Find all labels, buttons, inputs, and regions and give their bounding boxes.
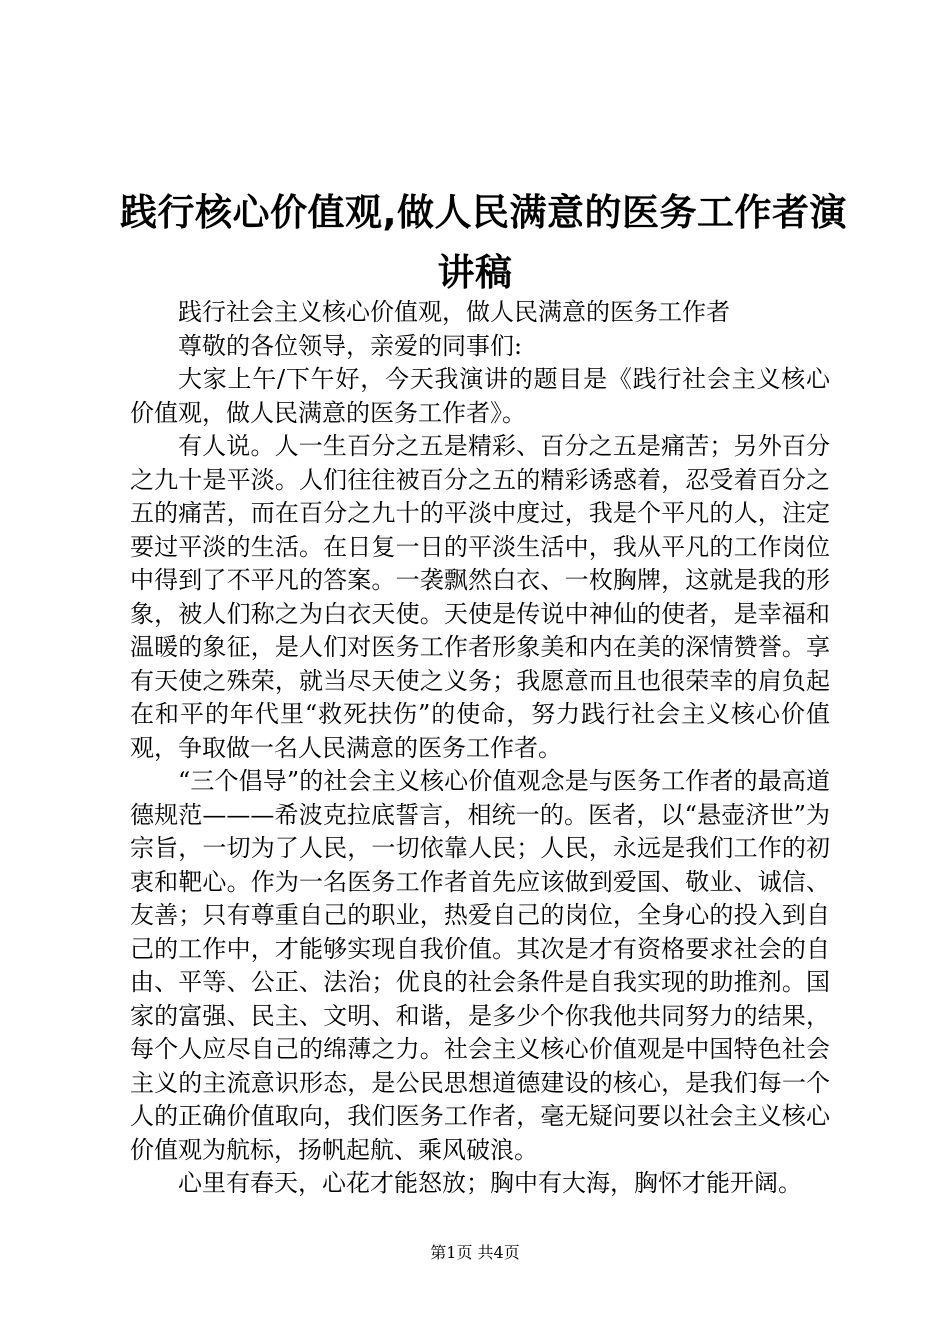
- page-number-footer: 第1页 共4页: [430, 1243, 520, 1262]
- paragraph-core-values: “三个倡导”的社会主义核心价值观念是与医务工作者的最高道德规范———希波克拉底誓言，相统一的。医者，以“悬壶济世”为宗旨，一切为了人民，一切依靠人民；人民，永远是我们工作的初衷和靶心。作为一名医务工作者首先应该做到爱国、敬业、诚信、友善；只有尊重自己的职业，热爱自己的岗位，全身心的投入到自己的工作中，才能够实现自我价值。其次是才有资格要求社会的自由、平等、公正、法治；优良的社会条件是自我实现的助推剂。国家的富强、民主、文明、和谐，是多少个你我他共同努力的结果，每个人应尽自己的绵薄之力。社会主义核心价值观是中国特色社会主义的主流意识形态，是公民思想道德建设的核心，是我们每一个人的正确价值取向，我们医务工作者，毫无疑问要以社会主义核心价值观为航标，扬帆起航、乘风破浪。: [130, 767, 830, 1164]
- title-line-1: 践行核心价值观,做人民满意的医务工作者演: [120, 191, 848, 234]
- title-line-2: 讲稿: [437, 251, 513, 294]
- paragraph-subtitle: 践行社会主义核心价值观，做人民满意的医务工作者: [178, 298, 730, 326]
- paragraph-salutation: 尊敬的各位领导，亲爱的同事们:: [178, 331, 523, 360]
- paragraph-opening: 大家上午/下午好，今天我演讲的题目是《践行社会主义核心价值观，做人民满意的医务工作者》。: [130, 365, 830, 427]
- paragraph-closing-line: 心里有春天，心花才能怒放；胸中有大海，胸怀才能开阔。: [178, 1169, 802, 1197]
- paragraph-ordinary-life: 有人说。人一生百分之五是精彩、百分之五是痛苦；另外百分之九十是平淡。人们往往被百分之五的精彩诱惑着，忍受着百分之五的痛苦，而在百分之九十的平淡中度过，我是个平凡的人，注定要过平淡的生活。在日复一日的平淡生活中，我从平凡的工作岗位中得到了不平凡的答案。一袭飘然白衣、一枚胸牌，这就是我的形象，被人们称之为白衣天使。天使是传说中神仙的使者，是幸福和温暖的象征，是人们对医务工作者形象美和内在美的深情赞誉。享有天使之殊荣，就当尽天使之义务；我愿意而且也很荣幸的肩负起在和平的年代里“救死扶伤”的使命，努力践行社会主义核心价值观，争取做一名人民满意的医务工作者。: [130, 432, 830, 762]
- document-body: [130, 296, 830, 1201]
- document-title: [120, 183, 848, 303]
